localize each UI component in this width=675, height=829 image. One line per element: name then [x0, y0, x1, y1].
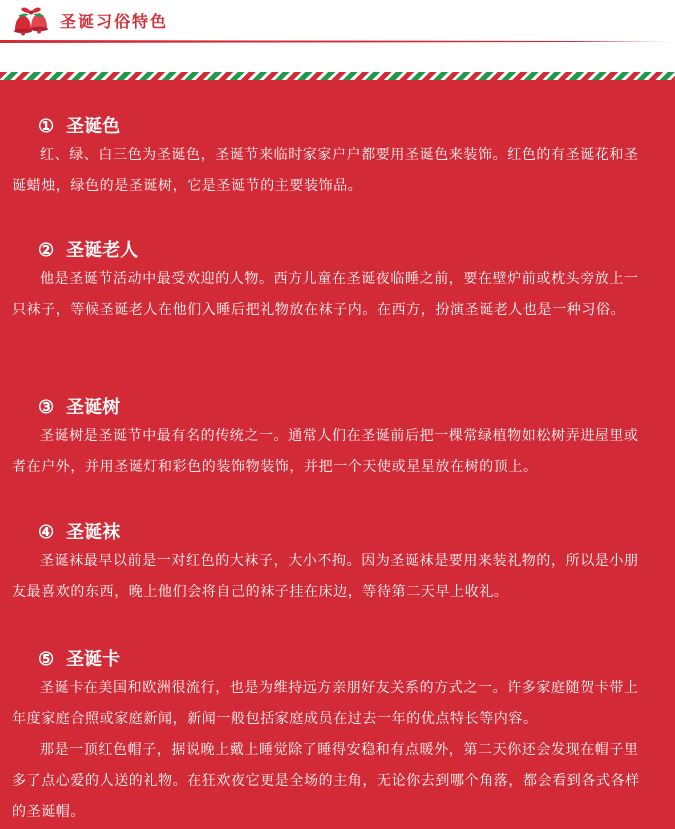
- page-title: 圣诞习俗特色: [60, 12, 169, 31]
- candy-stripe-border: [0, 72, 675, 80]
- bells-icon: [9, 4, 55, 38]
- section-title: ⑤ 圣诞卡: [38, 649, 121, 670]
- section-title: ③ 圣诞树: [38, 397, 121, 418]
- content-panel: [0, 80, 675, 829]
- section-paragraph: 他是圣诞节活动中最受欢迎的人物。西方儿童在圣诞夜临睡之前，要在壁炉前或枕头旁放上一只袜子，等候圣诞老人在他们入睡后把礼物放在袜子内。在西方，扮演圣诞老人也是一种习俗。: [12, 271, 639, 318]
- section-title: ④ 圣诞袜: [38, 522, 121, 543]
- section-paragraph: 红、绿、白三色为圣诞色，圣诞节来临时家家户户都要用圣诞色来装饰。红色的有圣诞花和圣诞蜡烛，绿色的是圣诞树，它是圣诞节的主要装饰品。: [12, 147, 639, 194]
- header-divider: [0, 40, 675, 43]
- section-header: [0, 0, 675, 44]
- section-paragraph: 圣诞袜最早以前是一对红色的大袜子，大小不拘。因为圣诞袜是要用来装礼物的，所以是小朋友最喜欢的东西，晚上他们会将自己的袜子挂在床边，等待第二天早上收礼。: [12, 553, 639, 600]
- section-paragraph: 那是一顶红色帽子，据说晚上戴上睡觉除了睡得安稳和有点暖外，第二天你还会发现在帽子里多了点心爱的人送的礼物。在狂欢夜它更是全场的主角，无论你去到哪个角落，都会看到各式各样的圣诞帽。: [12, 742, 640, 820]
- section-paragraph: 圣诞卡在美国和欧洲很流行，也是为维持远方亲朋好友关系的方式之一。许多家庭随贺卡带上年度家庭合照或家庭新闻，新闻一般包括家庭成员在过去一年的优点特长等内容。: [12, 680, 639, 727]
- section-title: ① 圣诞色: [38, 116, 121, 137]
- section-paragraph: 圣诞树是圣诞节中最有名的传统之一。通常人们在圣诞前后把一棵常绿植物如松树弄进屋里或者在户外，并用圣诞灯和彩色的装饰物装饰，并把一个天使或星星放在树的顶上。: [12, 428, 639, 475]
- section-title: ② 圣诞老人: [38, 240, 139, 261]
